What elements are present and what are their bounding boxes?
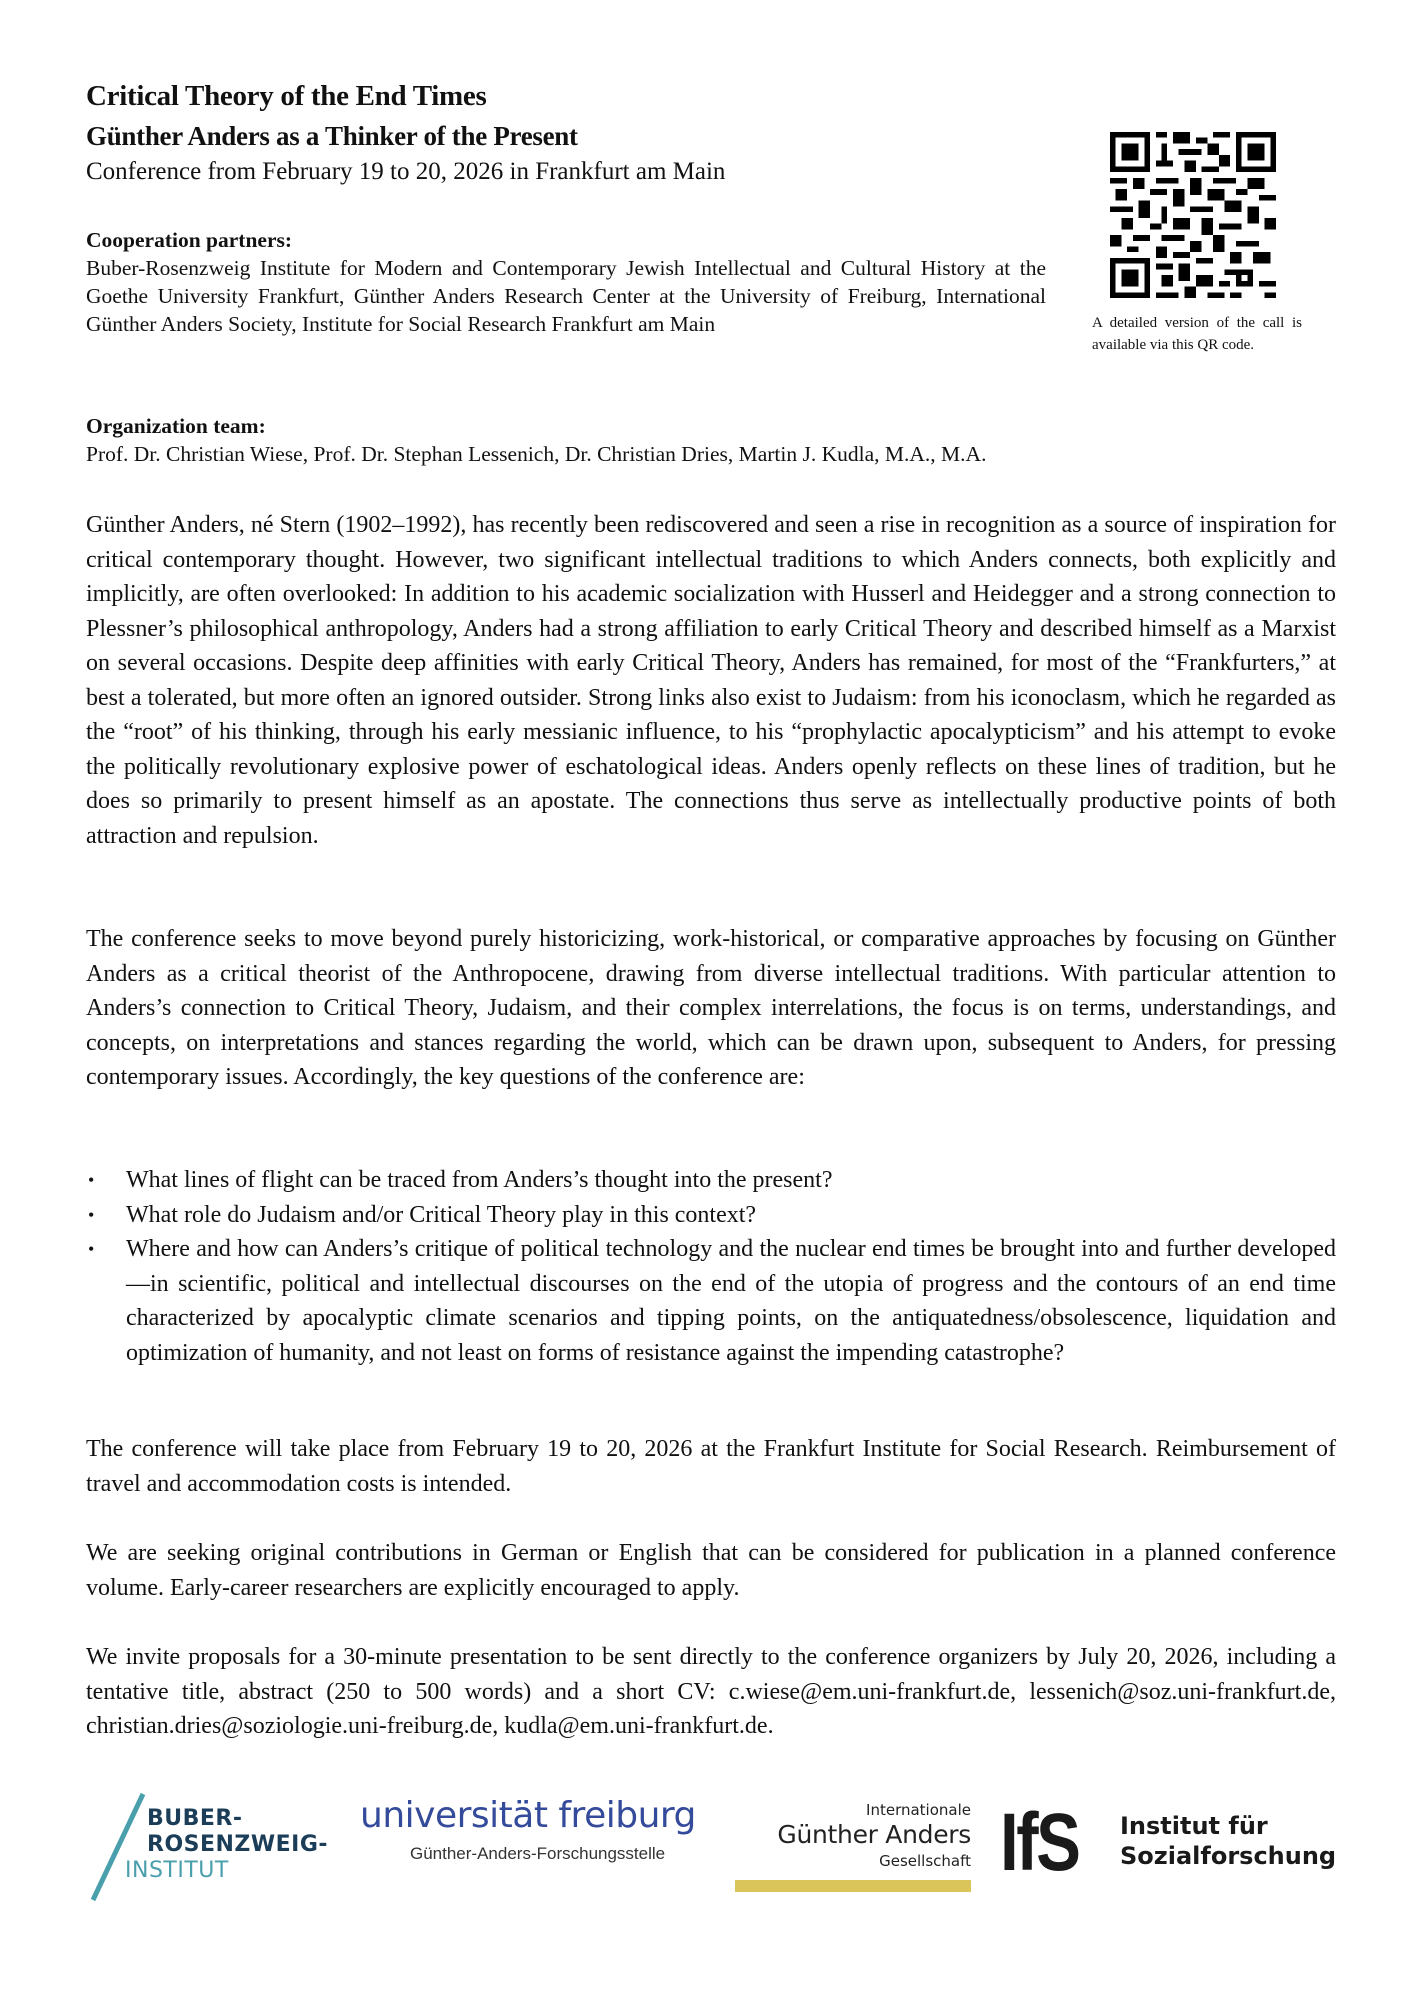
intro-paragraph: Günther Anders, né Stern (1902–1992), has recently been rediscovered and seen a rise in recognition as a source of inspiration for critical contemporary thought. However, two significant intellectual traditions to which Anders connects, both explicitly and implicitly, are often overlooked: In addition to his academic socialization with Husserl and Heidegger and a strong connection to Plessner’s philosophical anthropology, Anders had a strong affiliation to early Critical Theory and described himself as a Marxist on several occasions. Despite deep affinities with early Critical Theory, Anders has remained, for most of the “Frankfurters,” at best a tolerated, but more often an ignored outsider. Strong links also exist to Judaism: from his iconoclasm, which he regarded as the “root” of his thinking, through his early messianic influence, to his “prophylactic apocalypticism” and his attempt to evoke the politically revolutionary explosive power of eschatological ideas. Anders openly reflects on these lines of tradition, but he does so primarily to present himself as an apostate. The connections thus serve as intellectually productive points of both attraction and repulsion. — [86, 512, 1336, 849]
uni-freiburg-logo — [360, 1795, 720, 1864]
logo-text — [1120, 1811, 1336, 1871]
organization-team — [86, 412, 1336, 468]
organization-text: Prof. Dr. Christian Wiese, Prof. Dr. Stephan Lessenich, Dr. Christian Dries, Martin J. Kudla, M.A., M.A. — [86, 442, 987, 466]
logo-text: Günther Anders — [777, 1820, 971, 1849]
organization-heading: Organization team: — [86, 414, 266, 438]
qr-code-icon[interactable] — [1110, 132, 1276, 298]
cooperation-text: Buber-Rosenzweig Institute for Modern and Contemporary Jewish Intellectual and Cultural History at the Goethe University Frankfurt, Günther Anders Research Center at the University of Freiburg, International Günther Anders Society, Institute for Social Research Frankfurt am Main — [86, 256, 1046, 336]
logo-text: BUBER- — [147, 1806, 243, 1831]
aims-paragraph: The conference seeks to move beyond purely historicizing, work-historical, or comparative approaches by focusing on Günther Anders as a critical theorist of the Anthropocene, drawing from diverse intellectual traditions. With particular attention to Anders’s connection to Critical Theory, Judaism, and their complex interrelations, the focus is on terms, understandings, and concepts, on interpretations and stances regarding the world, which can be drawn upon, subsequent to Anders, for pressing contemporary issues. Accordingly, the key questions of the conference are: — [86, 926, 1336, 1090]
qr-code-graphic — [1110, 132, 1276, 298]
bullet-icon: • — [88, 1204, 95, 1225]
logo-line: Institut für — [1120, 1812, 1268, 1840]
logo-subtext: Günther-Anders-Forschungsstelle — [410, 1844, 666, 1863]
question-text: Where and how can Anders’s critique of political technology and the nuclear end times be brought into and further developed—in scientific, political and intellectual discourses on the end of the utopia of progress and the contours of an end time characterized by apocalyptic climate scenarios and tipping points, on the antiquatedness/obsolescence, liquidation and optimization of humanity, and not least on forms of resistance against the impending catastrophe? — [126, 1236, 1336, 1366]
logo-line: Sozialforschung — [1120, 1842, 1337, 1870]
question-text: What lines of flight can be traced from Anders’s thought into the present? — [126, 1167, 833, 1193]
bullet-icon: • — [88, 1239, 95, 1259]
page-subtitle: Günther Anders as a Thinker of the Present — [86, 121, 578, 151]
page-title: Critical Theory of the End Times — [86, 80, 487, 112]
logo-bar — [735, 1880, 971, 1892]
logo-text: INSTITUT — [125, 1858, 229, 1883]
list-item — [86, 1198, 1336, 1233]
logo-text: Internationale — [866, 1801, 971, 1819]
gunther-anders-society-logo — [735, 1800, 971, 1892]
bullet-icon: • — [88, 1170, 95, 1190]
logo-text: universität freiburg — [360, 1795, 696, 1836]
ifs-mark: IfS — [1000, 1797, 1079, 1888]
qr-caption: A detailed version of the call is available via this QR code. — [1092, 315, 1302, 353]
buber-rosenzweig-logo — [85, 1792, 335, 1902]
contributions-paragraph: We are seeking original contributions in German or English that can be considered for publication in a planned conference volume. Early-career researchers are explicitly encouraged to apply. — [86, 1540, 1336, 1601]
venue-paragraph: The conference will take place from February 19 to 20, 2026 at the Frankfurt Institute for Social Research. Reimbursement of travel and accommodation costs is intended. — [86, 1436, 1336, 1497]
cooperation-heading: Cooperation partners: — [86, 228, 293, 252]
cooperation-partners — [86, 226, 1046, 338]
key-questions-list — [86, 1163, 1336, 1370]
conference-dates: Conference from February 19 to 20, 2026 in Frankfurt am Main — [86, 158, 726, 185]
submission-paragraph: We invite proposals for a 30-minute presentation to be sent directly to the conference organizers by July 20, 2026, including a tentative title, abstract (250 to 500 words) and a short CV: c.wiese@em.uni-frankfurt.de, lessenich@soz.uni-frankfurt.de, christian.dries@soziologie.uni-freiburg.de, kudla@em.uni-frankfurt.de. — [86, 1644, 1336, 1739]
list-item — [86, 1163, 1336, 1198]
question-text: What role do Judaism and/or Critical Theory play in this context? — [126, 1201, 757, 1228]
logo-text: ROSENZWEIG- — [147, 1832, 329, 1857]
logo-text: Gesellschaft — [879, 1852, 971, 1870]
list-item — [86, 1232, 1336, 1370]
